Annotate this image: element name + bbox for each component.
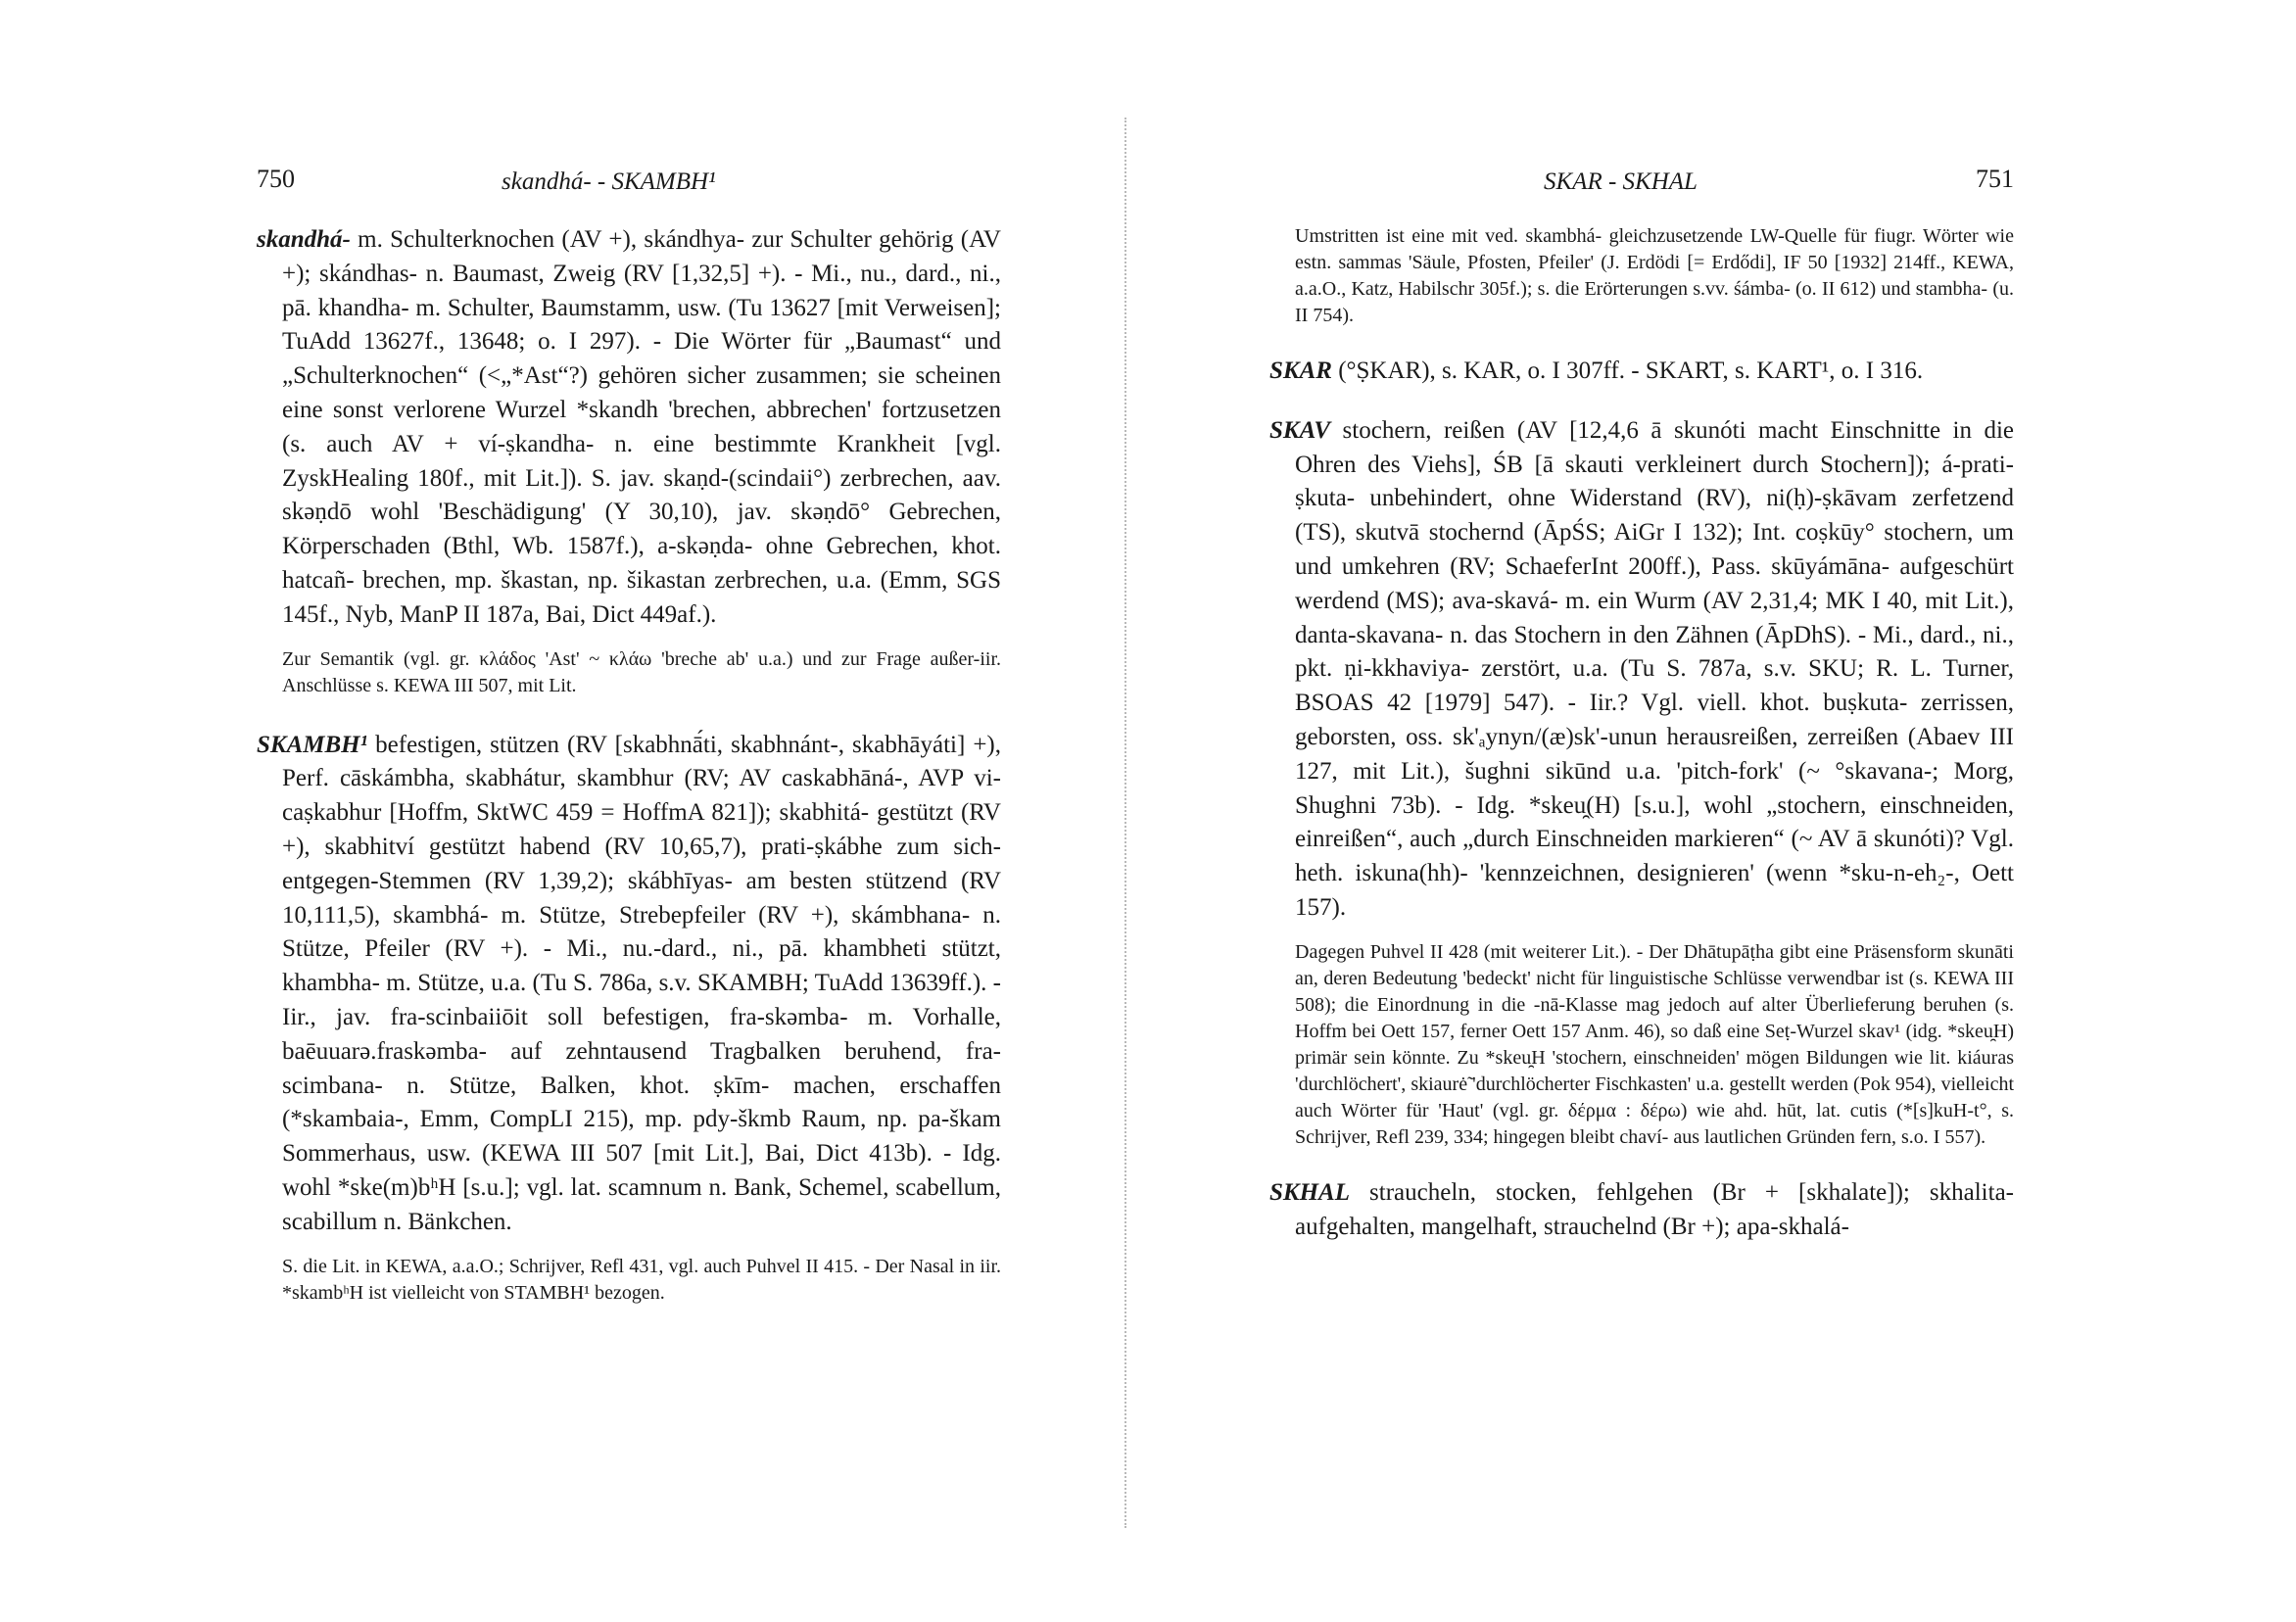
- dictionary-entry-skhal: [1269, 1176, 2014, 1245]
- entry-body: befestigen, stützen (RV [skabhnā́ti, skabhnánt-, skabhāyáti] +), Perf. cāskámbha, skabhátur, skambhur (RV; AV caskabhāná-, AVP vi-caṣkabhur [Hoffm, SktWC 459 = HoffmA 821]); skabhitá- gestützt (RV +), skabhitví gestützt habend (RV 10,65,7), prati-ṣkábhe zum sich-entgegen-Stemmen (RV 1,39,2); skábhīyas- am besten stützend (RV 10,111,5), skambhá- m. Stütze, Strebepfeiler (RV +), skámbhana- n. Stütze, Pfeiler (RV +). - Mi., nu.-dard., ni., pā. khambheti stützt, khambha- m. Stütze, u.a. (Tu S. 786a, s.v. SKAMBH; TuAdd 13639ff.). - Iir., jav. fra-scinbaiiōit soll befestigen, fra-skəmba- m. Vorhalle, baēuuarə.fraskəmba- auf zehntausend Tragbalken beruhend, fra-scimbana- n. Stütze, Balken, khot. ṣkīm- machen, erschaffen (*skambaia-, Emm, CompLI 215), mp. pdy-škmb Raum, np. pa-škam Sommerhaus, usw. (KEWA III 507 [mit Lit.], Bai, Dict 413b). - Idg. wohl *ske(m)bʰH [s.u.]; vgl. lat. scamnum n. Bank, Schemel, scabellum, scabillum n. Bänkchen.: [282, 731, 1001, 1235]
- continued-note: Umstritten ist eine mit ved. skambhá- gleichzusetzende LW-Quelle für fiugr. Wörter wie estn. sammas 'Säule, Pfosten, Pfeiler' (J. Erdödi [= Erdődi], IF 50 [1932] 214ff., KEWA, a.a.O., Katz, Habilschr 305f.); s. die Erörterungen s.vv. śámba- (o. II 612) und stambha- (u. II 754).: [1295, 225, 2014, 326]
- left-page: [257, 165, 1001, 1326]
- running-head: [257, 165, 1001, 204]
- right-page: [1269, 165, 2014, 1258]
- dictionary-entry-skambh: [257, 729, 1001, 1240]
- headword: SKAR: [1269, 358, 1332, 384]
- page-number: 751: [1976, 165, 2014, 193]
- headword: SKHAL: [1269, 1178, 1350, 1206]
- book-gutter: [1124, 118, 1126, 1528]
- entry-body: (°ṢKAR), s. KAR, o. I 307ff. - SKART, s. KART¹, o. I 316.: [1331, 358, 1924, 384]
- dictionary-entry-skav: [1269, 414, 2014, 926]
- entry-note: Zur Semantik (vgl. gr. κλάδος 'Ast' ~ κλάω 'breche ab' u.a.) und zur Frage außer-iir. Anschlüsse s. KEWA III 507, mit Lit.: [282, 647, 1001, 696]
- entry-body: m. Schulterknochen (AV +), skándhya- zur Schulter gehörig (AV +); skándhas- n. Baumast, Zweig (RV [1,32,5] +). - Mi., nu., dard., ni., pā. khandha- m. Schulter, Baumstamm, usw. (Tu 13627 [mit Verweisen]; TuAdd 13627f., 13648; o. I 297). - Die Wörter für „Baumast“ und „Schulterknochen“ (<„*Ast“?) gehören sicher zusammen; sie scheinen eine sonst verlorene Wurzel *skandh 'brechen, abbrechen' fortzusetzen (s. auch AV + ví-ṣkandha- n. eine bestimmte Krankheit [vgl. ZyskHealing 180f., mit Lit.]). S. jav. skaṇd-(scindaii°) zerbrechen, aav. skəṇdō wohl 'Beschädigung' (Y 30,10), jav. skəṇdō° Gebrechen, Körperschaden (Bthl, Wb. 1587f.), a-skəṇda- ohne Gebrechen, khot. hatcañ- brechen, mp. škastan, np. šikastan zerbrechen, u.a. (Emm, SGS 145f., Nyb, ManP II 187a, Bai, Dict 449af.).: [282, 226, 1001, 628]
- running-title: skandhá- - SKAMBH¹: [502, 168, 716, 195]
- dictionary-entry-skar: [1269, 355, 2014, 389]
- dictionary-entry-skandha: [257, 223, 1001, 633]
- headword: SKAMBH¹: [257, 731, 368, 758]
- page-number: 750: [257, 165, 295, 193]
- headword: SKAV: [1269, 416, 1331, 444]
- entry-body: straucheln, stocken, fehlgehen (Br + [skhalate]); skhalita- aufgehalten, mangelhaft, strauchelnd (Br +); apa-skhalá-: [1295, 1178, 2014, 1240]
- running-title: SKAR - SKHAL: [1544, 168, 1698, 195]
- entry-note: S. die Lit. in KEWA, a.a.O.; Schrijver, Refl 431, vgl. auch Puhvel II 415. - Der Nasal in iir. *skambʰH ist vielleicht von STAMBH¹ bezogen.: [282, 1255, 1001, 1304]
- running-head: [1269, 165, 2014, 204]
- entry-body: stochern, reißen (AV [12,4,6 ā skunóti macht Einschnitte in die Ohren des Viehs], ŚB [ā skauti verkleinert durch Stochern]); á-prati-ṣkuta- unbehindert, ohne Widerstand (RV), ni(ḥ)-ṣkāvam zerfetzend (TS), skutvā stochernd (ĀpŚS; AiGr I 132); Int. coṣkūy° stochern, um und umkehren (RV; SchaeferInt 200ff.), Pass. skūyámāna- aufgeschürt werdend (MS); ava-skavá- m. ein Wurm (AV 2,31,4; MK I 40, mit Lit.), danta-skavana- n. das Stochern in den Zähnen (ĀpDhS). - Mi., dard., ni., pkt. ṇi-kkhaviya- zerstört, u.a. (Tu S. 787a, s.v. SKU; R. L. Turner, BSOAS 42 [1979] 547). - Iir.? Vgl. viell. khot. buṣkuta- zerrissen, geborsten, oss. sk'ₐynyn/(æ)sk'-unun herausreißen, zerreißen (Abaev III 127, mit Lit.), šughni sikūnd u.a. 'pitch-fork' (~ °skavana-; Morg, Shughni 73b). - Idg. *skeu̯(H) [s.u.], wohl „stochern, einschneiden, einreißen“, auch „durch Einschneiden markieren“ (~ AV ā skunóti)? Vgl. heth. iskuna(hh)- 'kennzeichnen, designieren' (wenn *sku-n-eh₂-, Oett 157).: [1295, 416, 2014, 921]
- headword: skandhá-: [257, 226, 351, 253]
- entry-note: Dagegen Puhvel II 428 (mit weiterer Lit.). - Der Dhātupāṭha gibt eine Präsensform skunāti an, deren Bedeutung 'bedeckt' nicht für linguistische Schlüsse verwendbar ist (s. KEWA III 508); die Einordnung in die -nā-Klasse mag jedoch auf alter Überlieferung beruhen (s. Hoffm bei Oett 157, ferner Oett 157 Anm. 46), so daß eine Seṭ-Wurzel skav¹ (idg. *skeu̯H) primär sein könnte. Zu *skeu̯H 'stochern, einschneiden' mögen Bildungen wie lit. kiáuras 'durchlöchert', skiaurė̃ 'durchlöcherter Fischkasten' u.a. gestellt werden (Pok 954), vielleicht auch Wörter für 'Haut' (vgl. gr. δέρμα : δέρω) wie ahd. hūt, lat. cutis (*[s]kuH-t°, s. Schrijver, Refl 239, 334; hingegen bleibt chaví- aus lautlichen Gründen fern, s.o. I 557).: [1295, 940, 2014, 1148]
